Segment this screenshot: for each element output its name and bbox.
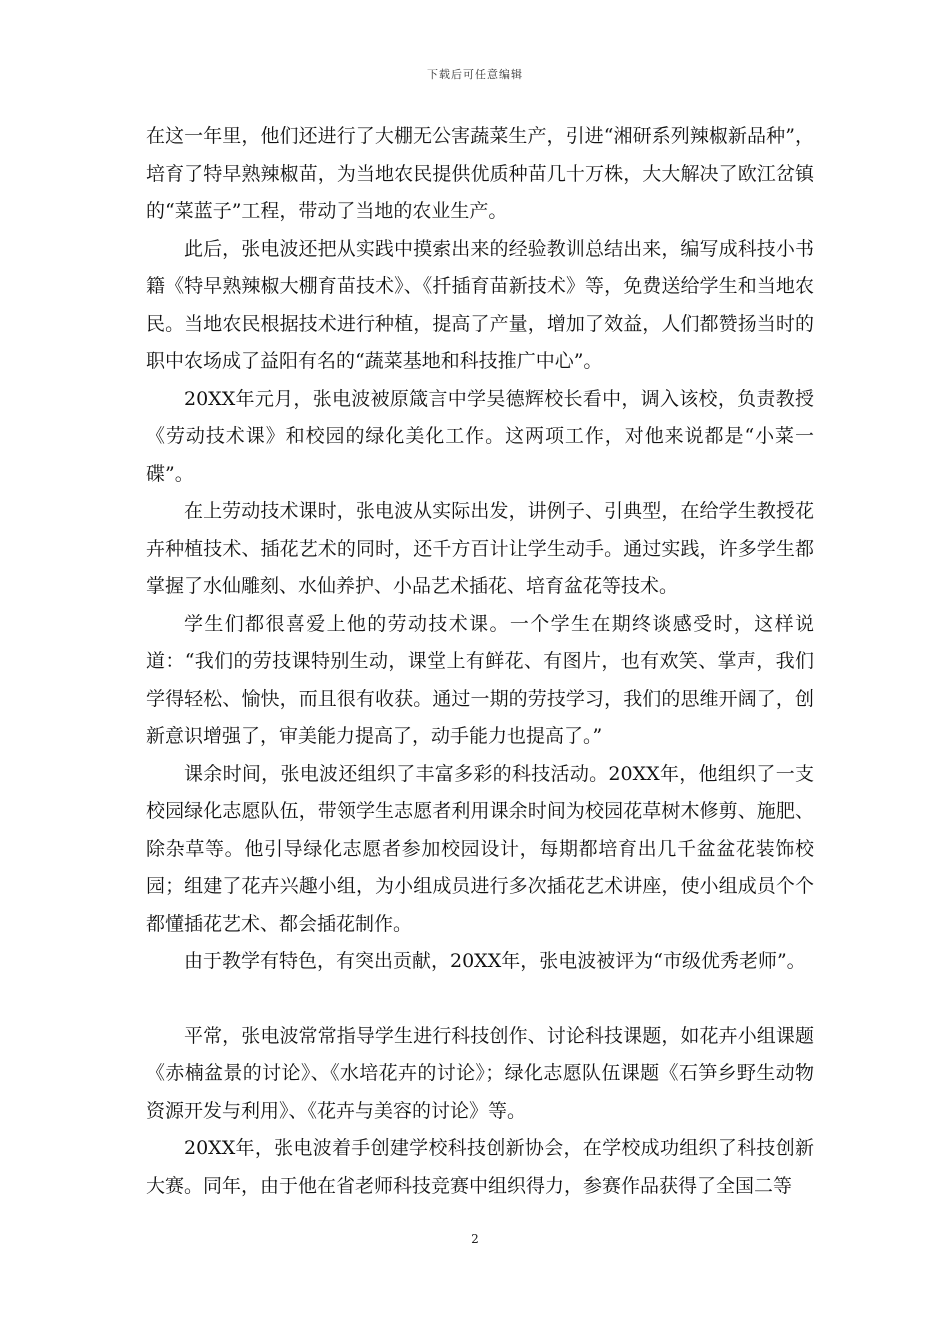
paragraph: 课余时间，张电波还组织了丰富多彩的科技活动。20XX年，他组织了一支校园绿化志愿队伍，带领学生志愿者利用课余时间为校园花草树木修剪、施肥、除杂草等。他引导绿化志愿者参加校园设计，每期都培育出几千盆盆花装饰校园；组建了花卉兴趣小组，为小组成员进行多次插花艺术讲座，使小组成员个个都懂插花艺术、都会插花制作。 xyxy=(146,762,814,935)
paragraph: 在这一年里，他们还进行了大棚无公害蔬菜生产，引进“湘研系列辣椒新品种”，培育了特早熟辣椒苗，为当地农民提供优质种苗几十万株，大大解决了欧江岔镇的“菜蓝子”工程，带动了当地的农业生产。 xyxy=(146,125,814,222)
paragraph: 20XX年元月，张电波被原箴言中学吴德辉校长看中，调入该校，负责教授《劳动技术课》和校园的绿化美化工作。这两项工作，对他来说都是“小菜一碟”。 xyxy=(146,387,814,485)
paragraph: 平常，张电波常常指导学生进行科技创作、讨论科技课题，如花卉小组课题《赤楠盆景的讨论》、《水培花卉的讨论》；绿化志愿队伍课题《石笋乡野生动物资源开发与利用》、《花卉与美容的讨论》等。 xyxy=(146,1024,814,1122)
document-body xyxy=(146,118,814,1205)
page-number: 2 xyxy=(471,1232,479,1246)
paragraph-spacer xyxy=(146,981,814,1018)
paragraph: 学生们都很喜爱上他的劳动技术课。一个学生在期终谈感受时，这样说道：“我们的劳技课特别生动，课堂上有鲜花、有图片，也有欢笑、掌声，我们学得轻松、愉快，而且很有收获。通过一期的劳技学习，我们的思维开阔了，创新意识增强了，审美能力提高了，动手能力也提高了。” xyxy=(146,612,814,747)
paragraph: 20XX年，张电波着手创建学校科技创新协会，在学校成功组织了科技创新大赛。同年，由于他在省老师科技竞赛中组织得力，参赛作品获得了全国二等 xyxy=(146,1137,814,1197)
paragraph: 在上劳动技术课时，张电波从实际出发，讲例子、引典型，在给学生教授花卉种植技术、插花艺术的同时，还千方百计让学生动手。通过实践，许多学生都掌握了水仙雕刻、水仙养护、小品艺术插花、培育盆花等技术。 xyxy=(146,500,814,597)
page-header: 下载后可任意编辑 xyxy=(427,68,523,81)
paragraph: 由于教学有特色，有突出贡献，20XX年，张电波被评为“市级优秀老师”。 xyxy=(184,950,806,972)
paragraph: 此后，张电波还把从实践中摸索出来的经验教训总结出来，编写成科技小书籍《特早熟辣椒大棚育苗技术》、《扦插育苗新技术》等，免费送给学生和当地农民。当地农民根据技术进行种植，提高了产量，增加了效益，人们都赞扬当时的职中农场成了益阳有名的“蔬菜基地和科技推广中心”。 xyxy=(146,237,814,372)
